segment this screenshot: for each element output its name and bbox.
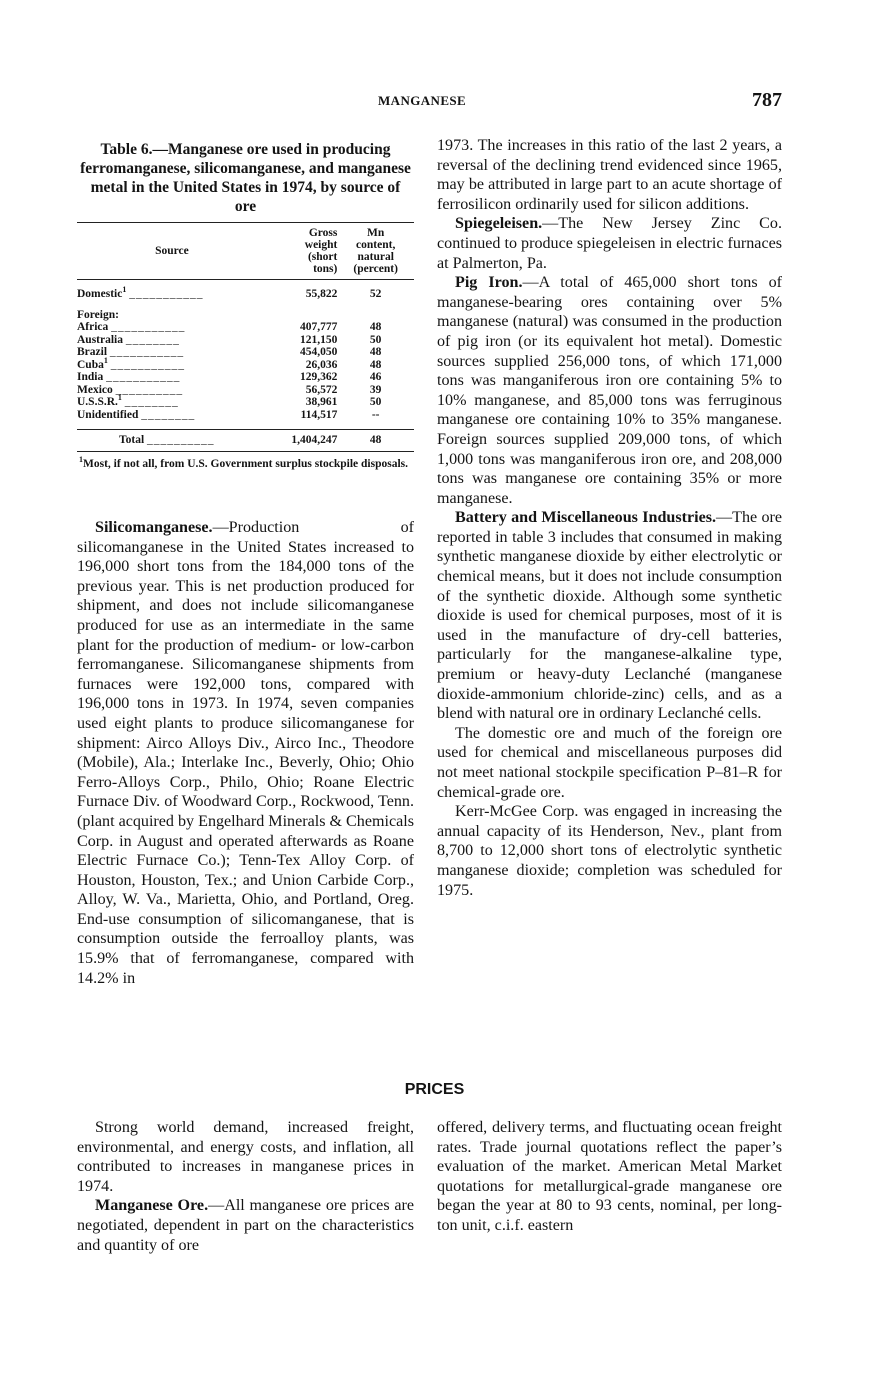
- row-mn: 48: [369, 358, 382, 371]
- paragraph-pig-iron: Pig Iron.—A total of 465,000 short tons of manganese-bearing ores containing over 5% manganese (natural) was consumed in the production of pig iron (or its equivalent hot metal). Domestic sources supplied 256,000 tons, of which 171,000 tons was manganiferous iron ore containing 5% to 10% manganese, and 85,000 tons was ferruginous manganese ore containing 10% to 35% manganese. Foreign sources supplied 209,000 tons, of which 1,000 tons was manganiferous iron ore, and 208,000 tons was manganese ore containing 35% or more manganese.: [437, 274, 782, 507]
- heading-manganese-ore: Manganese Ore.: [95, 1197, 209, 1215]
- row-gross: 114,517: [300, 408, 338, 421]
- left-column: [77, 518, 414, 988]
- row-mn: --: [371, 408, 380, 421]
- heading-spiegeleisen: Spiegeleisen.: [455, 215, 543, 233]
- page-number: 787: [752, 89, 782, 111]
- table-row: U.S.S.R.$^1$ ________ 38,961 50: [77, 396, 414, 409]
- row-source: Brazil: [77, 346, 108, 358]
- paragraph-prices-intro: Strong world demand, increased freight, environmental, and energy costs, and inflation, all contributed to increases in manganese prices in 1974.: [77, 1119, 414, 1195]
- row-source: Unidentified: [77, 408, 139, 421]
- paragraph-continuation: 1973. The increases in this ratio of the last 2 years, a reversal of the declining trend evidenced since 1965, may be attributed in large part to an acute shortage of ferrosilicon ordinarily used for silicon additions.: [437, 137, 782, 213]
- row-mn: 50: [369, 333, 382, 346]
- table-row: Brazil ___________ 454,050 48: [77, 346, 414, 359]
- row-mn: 48: [369, 346, 382, 358]
- row-mn: 39: [369, 383, 382, 396]
- prices-right-column: [437, 1118, 782, 1236]
- row-gross: 55,822: [305, 288, 338, 300]
- col-header-source: Source: [155, 245, 189, 257]
- table-row: Domestic$^1$ ___________ 55,822 52: [77, 288, 414, 301]
- table-row: Australia ________ 121,150 50: [77, 334, 414, 347]
- paragraph-battery: Battery and Miscellaneous Industries.—The ore reported in table 3 includes that consumed in making synthetic manganese dioxide by either electrolytic or chemical means, but it does not include consumption of the synthetic dioxide. Although some synthetic dioxide is used for chemical purposes, most of it is used in the manufacture of dry-cell batteries, particularly for the manganese-alkaline type, premium or heavy-duty Leclanché (manganese dioxide-ammonium chloride-zinc) cells, and as a blend with natural ore in ordinary Leclanché cells.: [437, 509, 782, 723]
- row-mn: 52: [369, 288, 382, 300]
- table-row-foreign-label: [77, 309, 414, 322]
- table-row: Unidentified ________ 114,517 --: [77, 409, 414, 422]
- paragraph-silicomanganese: Silicomanganese.—Production of silicomanganese in the United States increased to 196,000 short tons from the 184,000 tons of the previous year. This is net production produced for shipment, and does not include silicomanganese produced for use as an intermediate in the same plant for the production of medium- or low-carbon ferromanganese. Silicomanganese shipments from furnaces were 192,000 tons, compared with 196,000 tons in 1973. In 1974, seven companies used eight plants to produce silicomanganese for shipment: Airco Alloys Div., Airco Inc., Theodore (Mobile), Ala.; Interlake Inc., Beverly, Ohio; Ohio Ferro-Alloys Corp., Philo, Ohio; Roane Electric Furnace Div. of Woodward Corp., Rockwood, Tenn. (plant acquired by Engelhard Minerals & Chemicals Corp. in August and operated afterwards as Roane Electric Furnace Co.); Tenn-Tex Alloy Corp. of Houston, Houston, Tex.; and Union Carbide Corp., Alloy, W. Va., Marietta, Ohio, and Portland, Oreg. End-use consumption of silicomanganese, that is consumption outside the ferroalloy plants, was 15.9% that of ferromanganese, compared with 14.2% in: [77, 519, 414, 987]
- row-source: Foreign:: [77, 308, 119, 321]
- heading-pig-iron: Pig Iron.: [455, 274, 523, 292]
- table-row: Cuba$^1$ ___________ 26,036 48: [77, 359, 414, 372]
- paragraph-manganese-ore: Manganese Ore.—All manganese ore prices are negotiated, dependent in part on the characteristics and quantity of ore: [77, 1197, 415, 1254]
- paragraph-domestic-ore: The domestic ore and much of the foreign ore used for chemical and miscellaneous purposes did not meet national stockpile specification P–81–R for chemical-grade ore.: [437, 724, 782, 801]
- row-source: Australia: [77, 333, 123, 346]
- col-header-mn-content: Mn content, natural (percent): [353, 227, 398, 275]
- row-mn: 48: [369, 434, 382, 446]
- row-source: India: [77, 371, 104, 383]
- row-mn: 50: [369, 396, 382, 408]
- running-head: [0, 89, 869, 113]
- col-header-gross-weight: Gross weight (short tons): [304, 227, 338, 275]
- table-caption: [77, 140, 414, 216]
- table-6: [77, 140, 414, 471]
- running-title: MANGANESE: [378, 93, 467, 108]
- right-column: [437, 136, 782, 900]
- table-row: Mexico __________ 56,572 39: [77, 384, 414, 397]
- heading-battery: Battery and Miscellaneous Industries.: [455, 509, 717, 527]
- row-gross: 26,036: [305, 358, 338, 371]
- row-source: Cuba: [77, 358, 104, 371]
- ore-source-table: [77, 222, 414, 452]
- paragraph-spiegeleisen: Spiegeleisen.—The New Jersey Zinc Co. continued to produce spiegeleisen in electric furnaces at Palmerton, Pa.: [437, 215, 782, 272]
- table-caption-text: —Manganese ore used in producing ferromanganese, silicomanganese, and manganese metal in the United States in 1974, by source of ore: [80, 141, 411, 215]
- table-label: Table 6.: [100, 141, 153, 158]
- row-gross: 56,572: [305, 383, 338, 396]
- prices-left-column: [77, 1118, 414, 1255]
- row-gross: 38,961: [305, 396, 338, 408]
- paragraph-prices-continuation: offered, delivery terms, and fluctuating ocean freight rates. Trade journal quotations reflect the paper’s evaluation of the market. American Metal Market quotations for metallurgical-grade manganese ore began the year at 80 to 93 cents, nominal, per long-ton unit, c.i.f. eastern: [437, 1119, 782, 1234]
- row-source: Domestic: [77, 288, 123, 300]
- section-title-prices: PRICES: [404, 1081, 465, 1098]
- row-gross: 129,362: [299, 371, 338, 383]
- heading-silicomanganese: Silicomanganese.: [95, 519, 213, 536]
- row-source: Total: [119, 434, 145, 446]
- row-source: Mexico: [77, 383, 113, 396]
- table-row: Africa ___________ 407,777 48: [77, 321, 414, 334]
- table-header-row: [77, 223, 414, 280]
- row-gross: 121,150: [299, 333, 338, 346]
- table-total-row: Total __________ 1,404,247 48: [77, 430, 414, 452]
- table-row: India ___________ 129,362 46: [77, 371, 414, 384]
- row-source: U.S.S.R.: [77, 396, 118, 408]
- paragraph-kerr-mcgee: Kerr-McGee Corp. was engaged in increasing the annual capacity of its Henderson, Nev., plant from 8,700 to 12,000 short tons of electrolytic synthetic manganese dioxide; completion was scheduled for 1975.: [437, 803, 782, 899]
- row-gross: 407,777: [299, 321, 338, 333]
- row-mn: 46: [369, 371, 382, 383]
- row-source: Africa: [77, 321, 109, 333]
- row-mn: 48: [369, 321, 382, 333]
- row-gross: 1,404,247: [291, 434, 338, 446]
- table-footnote: $^1$Most, if not all, from U.S. Government surplus stockpile disposals.: [79, 454, 409, 470]
- row-gross: 454,050: [299, 346, 338, 358]
